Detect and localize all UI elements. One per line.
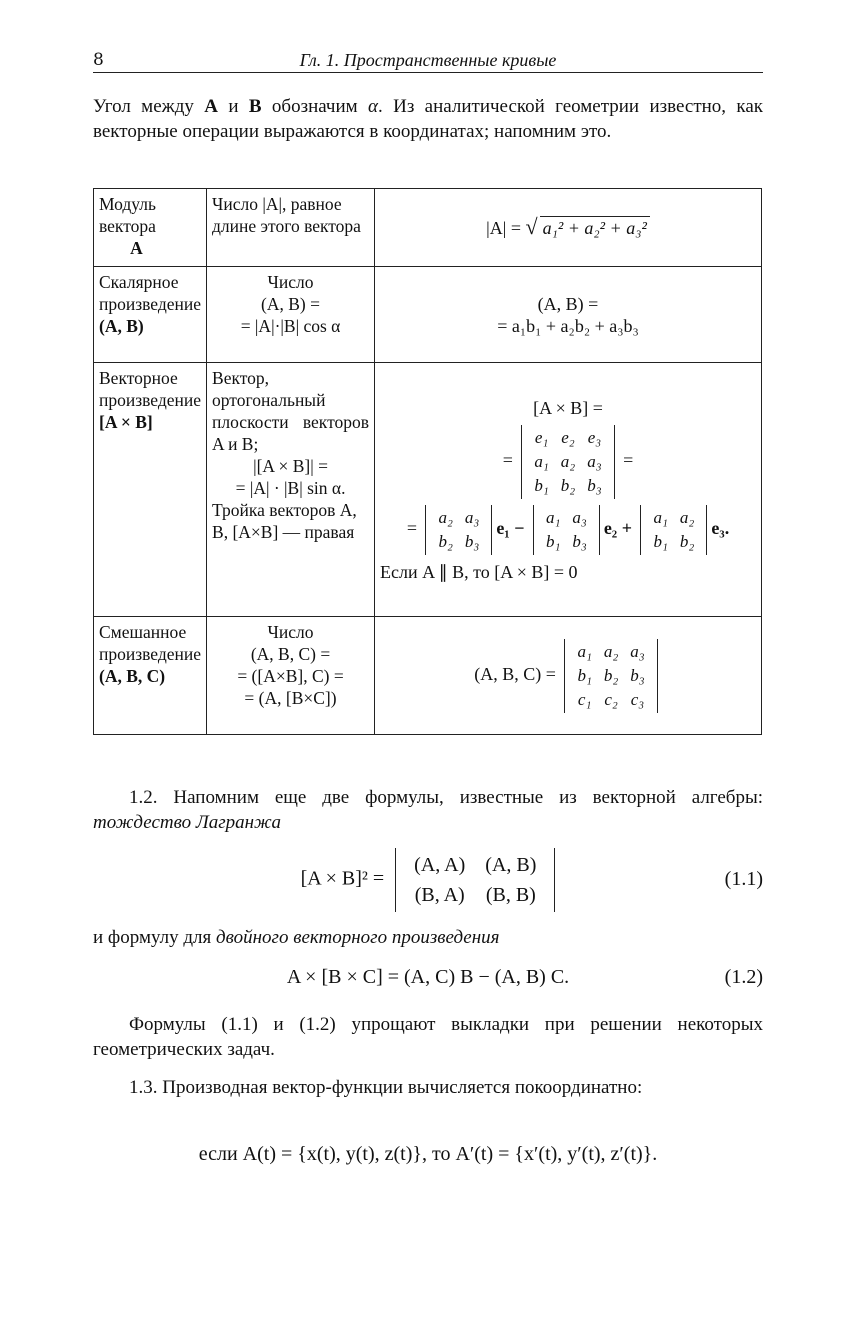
running-header — [93, 50, 763, 73]
table-row — [94, 189, 762, 267]
intro-paragraph: Угол между A и B обозначим α. Из аналитической геометрии известно, как векторные операции выражаются в координатах; напомним это. — [93, 96, 763, 142]
row-name: Векторное произведение [A × B] — [94, 363, 207, 617]
row-description: Вектор, ортогональный плоскости векторов A и B; |[A × B]| = = |A| · |B| sin α. Тройка векторов A, B, [A×B] — правая — [207, 363, 375, 617]
determinant-3x3: a₁ a₂ a₃ b₁ b₂ b₃ c₁ c₂ c₃ — [564, 639, 657, 713]
section-1-2-paragraph: 1.2. Напомним еще две формулы, известные из векторной алгебры: тождество Лагранжа — [93, 787, 763, 833]
derivative-formula: если A(t) = {x(t), y(t), z(t)}, то A′(t) = {x′(t), y′(t), z′(t)}. — [198, 1143, 658, 1165]
minor-determinant: a₂ a₃ b₂ b₃ — [425, 505, 492, 555]
section-1-3-paragraph: 1.3. Производная вектор-функции вычисляется покоординатно: — [129, 1077, 643, 1098]
row-description: Число (A, B) = = |A|·|B| cos α — [207, 267, 375, 363]
equation-1-1: [A × B]² = (A, A) (A, B) (B, A) (B, B) (1.1) — [93, 848, 763, 914]
page-number: 8 — [93, 50, 104, 70]
determinant-3x3: e₁ e₂ e₃ a₁ a₂ a₃ b₁ b₂ b₃ — [521, 425, 614, 499]
row-formula: (A, B, C) = a₁ a₂ a₃ b₁ b₂ b₃ c₁ c₂ c₃ — [375, 617, 762, 735]
equation-number: (1.1) — [724, 868, 763, 890]
minor-determinant: a₁ a₃ b₁ b₃ — [533, 505, 600, 555]
row-formula: (A, B) = = a₁b₁ + a₂b₂ + a₃b₃ — [375, 267, 762, 363]
row-name: Смешанное произведение (A, B, C) — [94, 617, 207, 735]
gram-determinant: (A, A) (A, B) (B, A) (B, B) — [395, 848, 555, 912]
table-row — [94, 267, 762, 363]
row-name: Модуль вектора A — [94, 189, 207, 267]
row-name: Скалярное произведение (A, B) — [94, 267, 207, 363]
table-row — [94, 363, 762, 617]
after-paragraph: Формулы (1.1) и (1.2) упрощают выкладки при решении некоторых геометрических задач. — [93, 1014, 763, 1060]
minor-determinant: a₁ a₂ b₁ b₂ — [640, 505, 707, 555]
row-formula: |A| = √ a₁² + a₂² + a₃² — [375, 189, 762, 267]
equation-number: (1.2) — [724, 966, 763, 988]
table-row — [94, 617, 762, 735]
vector-operations-table — [93, 188, 762, 735]
equation-1-2: A × [B × C] = (A, C) B − (A, B) C. (1.2) — [286, 966, 763, 988]
chapter-title: Гл. 1. Пространственные кривые — [299, 50, 557, 70]
row-description: Число |A|, равное длине этого вектора — [207, 189, 375, 267]
row-formula: [A × B] = = e₁ e₂ e₃ a₁ a₂ a₃ b₁ b₂ b₃ = = a₂ a₃ b₂ b₃ e₁ − a₁ a₃ b₁ b₃ e₂ + a₁ a₂ b₁ b₂ e₃. Если A ∥ B, то [A × B] = 0 — [375, 363, 762, 617]
mid-paragraph: и формулу для двойного векторного произведения — [93, 927, 500, 948]
row-description: Число (A, B, C) = = ([A×B], C) = = (A, [B×C]) — [207, 617, 375, 735]
